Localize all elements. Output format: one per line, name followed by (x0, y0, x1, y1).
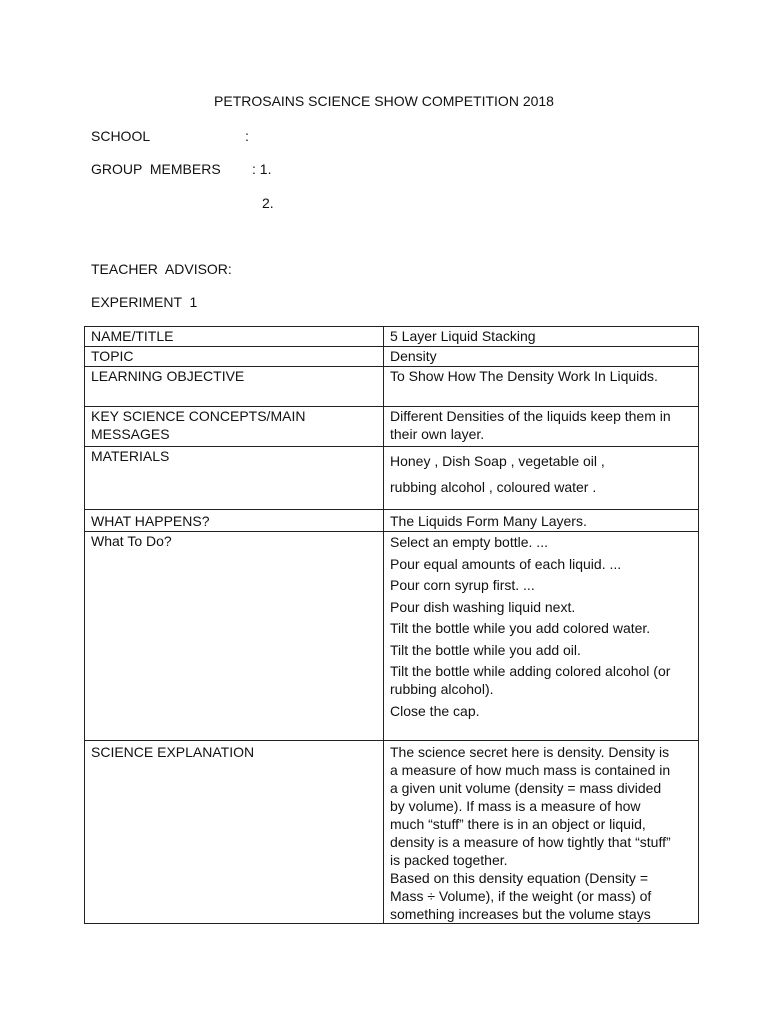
table-row (85, 327, 699, 347)
row-value (384, 447, 699, 510)
row-value: Different Densities of the liquids keep them in their own layer. (384, 407, 699, 447)
group-member-2: 2. (262, 195, 274, 211)
step-item: Tilt the bottle while adding colored alcohol (or rubbing alcohol). (390, 663, 671, 697)
explanation-line: a measure of how much mass is contained in (390, 762, 671, 778)
step-item: Select an empty bottle. ... (390, 534, 548, 550)
explanation-line: by volume). If mass is a measure of how (390, 798, 641, 814)
explanation-line: something increases but the volume stays (390, 906, 651, 922)
row-value: To Show How The Density Work In Liquids. (384, 367, 699, 407)
row-label: What To Do? (85, 532, 384, 741)
explanation-line: Mass ÷ Volume), if the weight (or mass) of (390, 888, 652, 904)
school-label: SCHOOL (91, 128, 151, 144)
school-colon: : (245, 128, 249, 144)
explanation-line: density is a measure of how tightly that “stuff” (390, 834, 671, 850)
row-label: SCIENCE EXPLANATION (85, 741, 384, 924)
materials-line: rubbing alcohol , coloured water . (390, 479, 597, 495)
materials-line: Honey , Dish Soap , vegetable oil , (390, 453, 605, 469)
group-members-label: GROUP MEMBERS (91, 161, 221, 177)
table-row (85, 741, 699, 924)
row-label: KEY SCIENCE CONCEPTS/MAIN MESSAGES (85, 407, 384, 447)
teacher-advisor-label: TEACHER ADVISOR: (91, 261, 232, 277)
table-row (85, 447, 699, 510)
row-value: The Liquids Form Many Layers. (384, 510, 699, 532)
explanation-line: a given unit volume (density = mass divided (390, 780, 662, 796)
document-title: PETROSAINS SCIENCE SHOW COMPETITION 2018 (214, 93, 554, 109)
row-label: MATERIALS (85, 447, 384, 510)
row-label: NAME/TITLE (85, 327, 384, 347)
table-row (85, 532, 699, 741)
explanation-line: The science secret here is density. Density is (390, 744, 670, 760)
table-row (85, 347, 699, 367)
explanation-line: is packed together. (390, 852, 508, 868)
table-row (85, 407, 699, 447)
row-label: LEARNING OBJECTIVE (85, 367, 384, 407)
experiment-table (84, 326, 699, 924)
step-item: Pour equal amounts of each liquid. ... (390, 555, 622, 572)
group-member-1: : 1. (252, 161, 272, 177)
row-label: TOPIC (85, 347, 384, 367)
step-item: Pour dish washing liquid next. (390, 598, 576, 615)
experiment-label: EXPERIMENT 1 (91, 294, 198, 310)
explanation-line: Based on this density equation (Density = (390, 870, 648, 886)
step-item: Pour corn syrup first. ... (390, 577, 535, 593)
step-item: Tilt the bottle while you add colored water. (390, 620, 651, 636)
row-value (384, 532, 699, 741)
table-row (85, 367, 699, 407)
explanation-line: much “stuff” there is in an object or liquid, (390, 816, 646, 832)
table-row (85, 510, 699, 532)
row-label: WHAT HAPPENS? (85, 510, 384, 532)
step-item: Close the cap. (390, 702, 480, 719)
row-value (384, 741, 699, 924)
row-value: Density (384, 347, 699, 367)
row-value: 5 Layer Liquid Stacking (384, 327, 699, 347)
step-item: Tilt the bottle while you add oil. (390, 641, 581, 658)
